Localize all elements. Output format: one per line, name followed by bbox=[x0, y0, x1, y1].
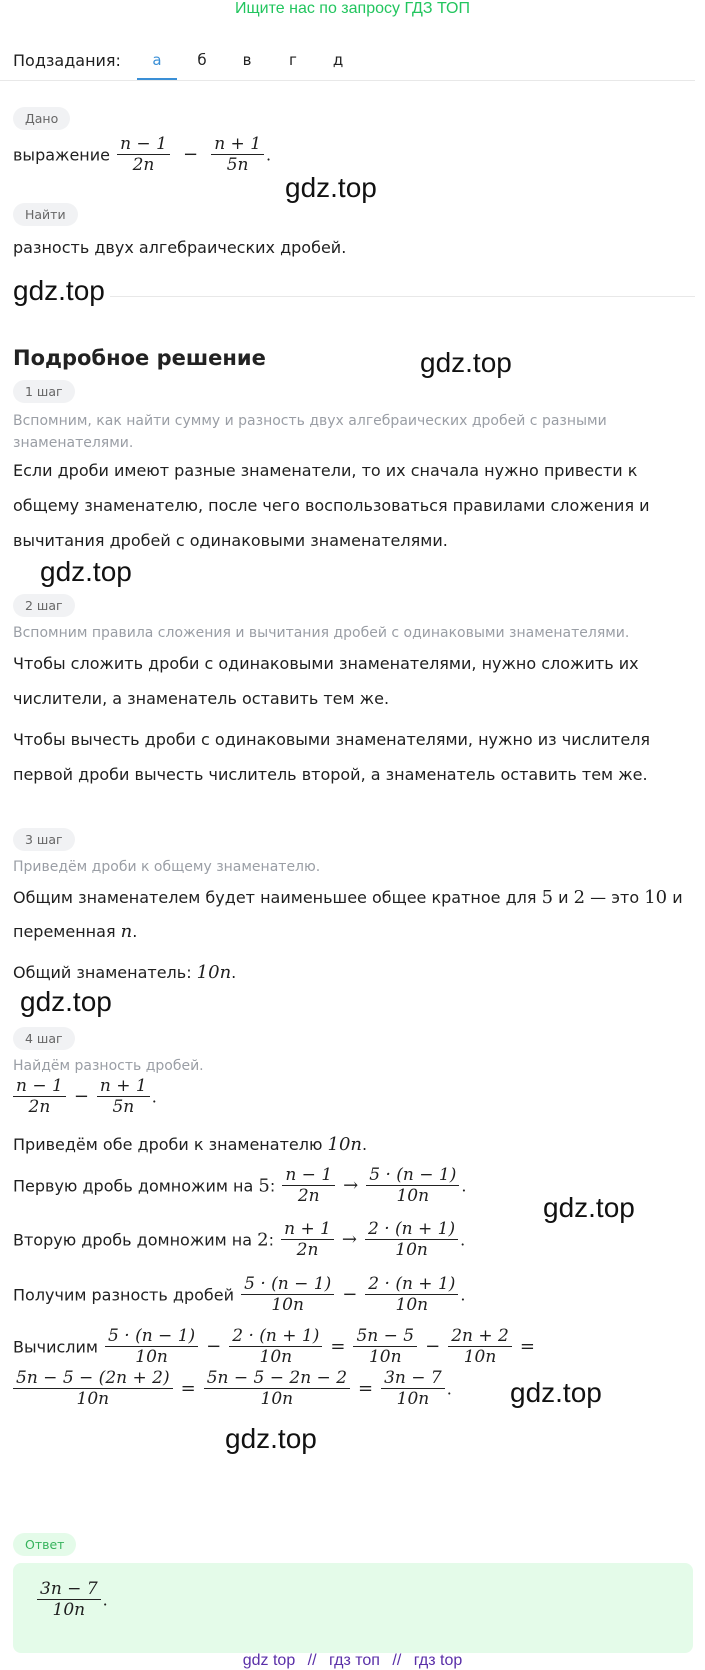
fraction bbox=[241, 1274, 334, 1316]
watermark: gdz.top bbox=[510, 1377, 602, 1408]
step-1-chip: 1 шаг bbox=[13, 380, 75, 403]
answer-expression bbox=[35, 1579, 108, 1621]
fraction-numerator: n − 1 bbox=[282, 1165, 335, 1186]
step-3-line-2 bbox=[13, 914, 137, 950]
fraction-denominator: 10n bbox=[396, 1389, 430, 1410]
watermark: gdz.top bbox=[40, 556, 132, 587]
footer-link[interactable]: gdz top bbox=[242, 1652, 296, 1669]
footer-links bbox=[0, 1652, 705, 1670]
fraction bbox=[204, 1368, 350, 1410]
fraction bbox=[365, 1219, 458, 1261]
step-4-chip: 4 шаг bbox=[13, 1027, 75, 1050]
fraction-denominator: 10n bbox=[259, 1347, 293, 1368]
tab-g[interactable]: г bbox=[289, 51, 297, 69]
text-part: . bbox=[231, 963, 237, 982]
equals-sign: = bbox=[358, 1378, 374, 1400]
fraction-numerator: n − 1 bbox=[13, 1076, 66, 1097]
step-1-hint: Вспомним, как найти сумму и разность двух алгебраических дробей с разными знаменателями. bbox=[13, 413, 607, 451]
second-multiply-line bbox=[13, 1219, 465, 1261]
fraction-denominator: 10n bbox=[52, 1600, 86, 1621]
fraction-denominator: 10n bbox=[135, 1347, 168, 1368]
period: . bbox=[460, 1285, 466, 1305]
fraction-denominator: 10n bbox=[260, 1389, 294, 1410]
footer-separator: // bbox=[392, 1652, 402, 1669]
fraction-numerator: 5n − 5 − (2n + 2) bbox=[13, 1368, 173, 1389]
fraction bbox=[281, 1219, 334, 1261]
fraction-numerator: n + 1 bbox=[211, 134, 264, 155]
watermark: gdz.top bbox=[543, 1192, 635, 1223]
fraction bbox=[381, 1368, 445, 1410]
step-2-line: Чтобы сложить дроби с одинаковыми знаменателями, нужно сложить их bbox=[13, 654, 639, 673]
fraction-numerator: 5 · (n − 1) bbox=[105, 1326, 198, 1347]
fraction-numerator: 5n − 5 bbox=[353, 1326, 417, 1347]
fraction-denominator: 2n bbox=[297, 1186, 320, 1207]
footer-separator: // bbox=[307, 1652, 317, 1669]
text-part: — это bbox=[585, 888, 645, 907]
fraction-numerator: n + 1 bbox=[97, 1076, 150, 1097]
colon: : bbox=[269, 1176, 276, 1196]
fraction bbox=[365, 1274, 458, 1316]
tabs-divider bbox=[0, 80, 695, 81]
given-prefix: выражение bbox=[13, 145, 110, 165]
given-fraction-1 bbox=[117, 134, 170, 176]
bring-line bbox=[13, 1127, 367, 1163]
period: . bbox=[266, 145, 272, 165]
fraction bbox=[13, 1368, 173, 1410]
fraction bbox=[353, 1326, 417, 1368]
given-expression bbox=[13, 134, 271, 176]
colon: : bbox=[268, 1230, 274, 1250]
answer-fraction bbox=[37, 1579, 101, 1621]
period: . bbox=[461, 1176, 467, 1196]
fraction bbox=[448, 1326, 512, 1368]
minus-sign: − bbox=[425, 1336, 441, 1358]
step-2-line: числители, а знаменатель оставить тем же. bbox=[13, 689, 390, 708]
text-part: Вычислим bbox=[13, 1337, 98, 1357]
fraction-numerator: 2n + 2 bbox=[448, 1326, 512, 1347]
tab-a[interactable]: а bbox=[152, 51, 162, 69]
period: . bbox=[446, 1379, 452, 1399]
step-2-hint: Вспомним правила сложения и вычитания дробей с одинаковыми знаменателями. bbox=[13, 625, 630, 641]
period: . bbox=[102, 1590, 108, 1610]
first-multiply-line bbox=[13, 1165, 466, 1207]
math-2: 2 bbox=[573, 887, 586, 908]
equals-sign: = bbox=[180, 1378, 196, 1400]
tab-d[interactable]: д bbox=[332, 51, 344, 69]
fraction bbox=[229, 1326, 322, 1368]
footer-link[interactable]: гдз top bbox=[413, 1652, 463, 1669]
math-5: 5 bbox=[258, 1175, 270, 1197]
step-1-line: Если дроби имеют разные знаменатели, то их сначала нужно привести к bbox=[13, 461, 638, 480]
fraction-denominator: 10n bbox=[463, 1347, 497, 1368]
step-1-line: общему знаменателю, после чего воспользоваться правилами сложения и bbox=[13, 496, 650, 515]
fraction-denominator: 10n bbox=[395, 1295, 429, 1316]
difference-line bbox=[13, 1274, 466, 1316]
watermark: gdz.top bbox=[420, 347, 512, 378]
step-2-chip: 2 шаг bbox=[13, 594, 75, 617]
fraction-numerator: 5 · (n − 1) bbox=[241, 1274, 334, 1295]
fraction-denominator: 10n bbox=[76, 1389, 110, 1410]
minus-sign: − bbox=[183, 144, 199, 166]
fraction bbox=[13, 1076, 66, 1118]
text-part: Получим разность дробей bbox=[13, 1285, 234, 1305]
watermark: gdz.top bbox=[13, 275, 105, 306]
minus-sign: − bbox=[206, 1336, 222, 1358]
given-fraction-2 bbox=[211, 134, 264, 176]
fraction-numerator: 5 · (n − 1) bbox=[366, 1165, 459, 1186]
step-1-line: вычитания дробей с одинаковыми знаменателями. bbox=[13, 531, 448, 550]
arrow: → bbox=[343, 1175, 359, 1197]
equals-sign: = bbox=[519, 1336, 535, 1358]
watermark: gdz.top bbox=[225, 1423, 317, 1454]
text-part: Приведём обе дроби к знаменателю bbox=[13, 1135, 328, 1154]
footer-link[interactable]: гдз топ bbox=[329, 1652, 380, 1669]
math-10: 10 bbox=[644, 887, 668, 908]
fraction-numerator: n + 1 bbox=[281, 1219, 334, 1240]
fraction-denominator: 10n bbox=[368, 1347, 402, 1368]
text-part: Первую дробь домножим на bbox=[13, 1176, 259, 1196]
watermark: gdz.top bbox=[20, 986, 112, 1017]
fraction-numerator: 2 · (n + 1) bbox=[365, 1274, 458, 1295]
math-2: 2 bbox=[257, 1229, 269, 1251]
fraction-numerator: 3n − 7 bbox=[37, 1579, 101, 1600]
period: . bbox=[460, 1230, 466, 1250]
text-part: Вторую дробь домножим на bbox=[13, 1230, 258, 1250]
math-10n: 10n bbox=[196, 962, 232, 983]
given-chip: Дано bbox=[13, 107, 70, 130]
fraction-denominator: 2n bbox=[132, 155, 155, 176]
period: . bbox=[151, 1087, 157, 1107]
fraction bbox=[282, 1165, 335, 1207]
answer-box bbox=[13, 1563, 693, 1653]
find-text: разность двух алгебраических дробей. bbox=[13, 238, 347, 257]
fraction-denominator: 10n bbox=[396, 1186, 430, 1207]
fraction-denominator: 5n bbox=[226, 155, 249, 176]
calc-line-2 bbox=[11, 1368, 452, 1410]
watermark: gdz.top bbox=[285, 172, 377, 203]
minus-sign: − bbox=[73, 1086, 89, 1108]
math-10n: 10n bbox=[327, 1134, 363, 1155]
arrow: → bbox=[341, 1229, 358, 1251]
fraction bbox=[366, 1165, 459, 1207]
text-part: . bbox=[362, 1135, 368, 1154]
text-part: переменная bbox=[13, 922, 121, 941]
find-chip: Найти bbox=[13, 203, 78, 226]
tab-v[interactable]: в bbox=[242, 51, 252, 69]
equals-sign: = bbox=[330, 1336, 346, 1358]
fraction-numerator: n − 1 bbox=[117, 134, 170, 155]
calc-line-1 bbox=[13, 1326, 541, 1368]
text-part: и bbox=[553, 888, 574, 907]
fraction-numerator: 5n − 5 − 2n − 2 bbox=[204, 1368, 350, 1389]
step-4-expression bbox=[11, 1076, 157, 1118]
step-2-line: Чтобы вычесть дроби с одинаковыми знаменателями, нужно из числителя bbox=[13, 730, 651, 749]
step-2-line: первой дроби вычесть числитель второй, а знаменатель оставить тем же. bbox=[13, 765, 648, 784]
fraction-denominator: 2n bbox=[296, 1240, 319, 1261]
math-5: 5 bbox=[541, 887, 554, 908]
fraction-denominator: 10n bbox=[271, 1295, 304, 1316]
tab-b[interactable]: б bbox=[197, 51, 207, 69]
fraction bbox=[97, 1076, 150, 1118]
math-n: n bbox=[120, 921, 133, 942]
text-part: Общий знаменатель: bbox=[13, 963, 197, 982]
fraction-denominator: 10n bbox=[395, 1240, 428, 1261]
answer-chip: Ответ bbox=[13, 1533, 76, 1556]
step-3-hint: Приведём дроби к общему знаменателю. bbox=[13, 859, 321, 875]
promo-text: Ищите нас по запросу ГДЗ ТОП bbox=[235, 0, 470, 17]
minus-sign: − bbox=[342, 1284, 358, 1306]
step-4-hint: Найдём разность дробей. bbox=[13, 1058, 204, 1074]
subtasks-label: Подзадания: bbox=[13, 51, 121, 70]
text-part: Общим знаменателем будет наименьшее общее кратное для bbox=[13, 888, 542, 907]
step-3-chip: 3 шаг bbox=[13, 828, 75, 851]
step-3-line-1 bbox=[13, 880, 683, 916]
text-part: . bbox=[132, 922, 138, 941]
fraction-denominator: 5n bbox=[112, 1097, 135, 1118]
fraction-numerator: 2 · (n + 1) bbox=[229, 1326, 322, 1347]
text-part: и bbox=[667, 888, 683, 907]
fraction bbox=[105, 1326, 198, 1368]
solution-title: Подробное решение bbox=[13, 346, 266, 370]
fraction-numerator: 3n − 7 bbox=[381, 1368, 445, 1389]
fraction-denominator: 2n bbox=[28, 1097, 51, 1118]
fraction-numerator: 2 · (n + 1) bbox=[365, 1219, 458, 1240]
section-divider bbox=[110, 296, 695, 297]
